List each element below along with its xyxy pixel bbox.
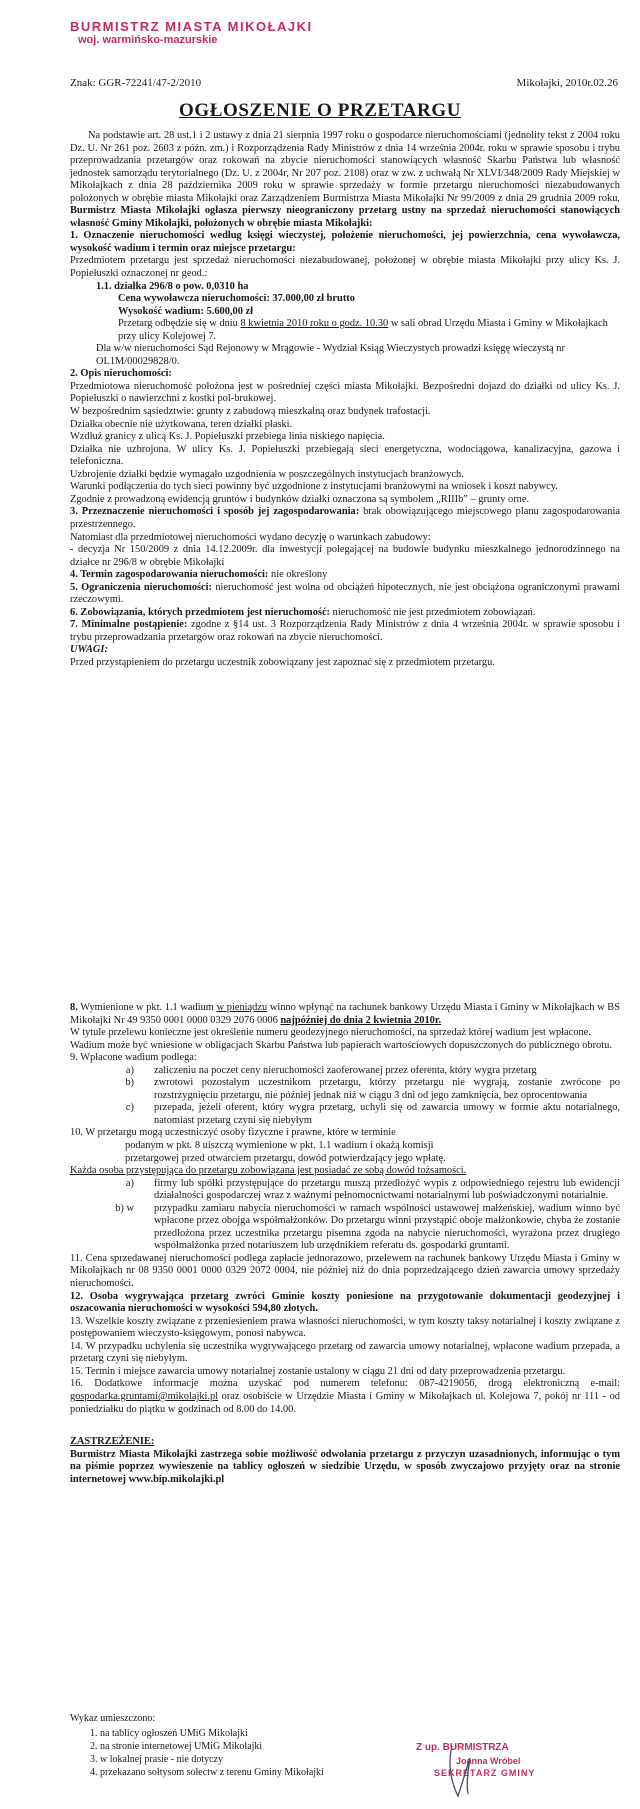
remarks-label (70, 644, 620, 657)
distribution-item: 3. w lokalnej prasie - nie dotyczy (100, 1753, 324, 1766)
page-1 (0, 0, 640, 900)
list-item-letter: c) (125, 1102, 134, 1114)
stamp-line-2: woj. warmińsko-mazurskie (78, 34, 218, 47)
section-10-line-3: przetargowej przed otwarciem przetargu, dowód potwierdzający jego wpłatę. (125, 1152, 446, 1164)
document-title: OGŁOSZENIE O PRZETARGU (178, 100, 462, 121)
section-3-decision: Natomiast dla przedmiotowej nieruchomości wydano decyzję o warunkach zabudowy: (70, 531, 431, 543)
auction-date-underlined: 8 kwietnia 2010 roku o godz. 10.30 (240, 318, 389, 330)
starting-price-text: Cena wywoławcza nieruchomości: 37.000,00 zł brutto (118, 293, 355, 305)
description-line: Zgodnie z prowadzoną ewidencją gruntów i budynków działki oznaczona są symbolem „RIIIb” – grunty orne. (70, 493, 530, 505)
section-8-title-note: W tytule przelewu konieczne jest określenie numeru geodezyjnego nieruchomości, na sprzedaż której wadium jest wpłacone. (70, 1027, 591, 1039)
deposit-amount (70, 306, 620, 319)
section-3-heading: 3. Przeznaczenie nieruchomości i sposób jej zagospodarowania: (70, 506, 360, 518)
list-item-letter: b) (125, 1077, 134, 1089)
section-12 (70, 1291, 620, 1316)
auction-date-pre: Przetarg odbędzie się w dniu (118, 318, 241, 330)
list-item (70, 1065, 620, 1078)
remarks-text: Przed przystąpieniem do przetargu uczestnik zobowiązany jest zapoznać się z przedmiotem przetargu. (70, 656, 495, 668)
description-line: W bezpośrednim sąsiedztwie: grunty z zabudową mieszkalną oraz budynek trafostacji. (70, 406, 431, 418)
section-8-underlined: w pieniądzu (216, 1002, 268, 1013)
intro-text: Na podstawie art. 28 ust.1 i 2 ustawy z dnia 21 sierpnia 1997 roku o gospodarce nieruchomościami (jednolity tekst z 2004 roku Dz. U. Nr 261 poz. 2603 z późn. zm.) i Rozporządzenia Rady Ministrów z dnia 14 września 2004r. roku w sprawie sposobu i trybu przeprowadzania przetargów oraz rokowań na zbycie nieruchomości stanowiących własność Skarbu Państwa lub własność jednostek samorządu terytorialnego (Dz. U. z 2004r, Nr 207 poz. 2108) oraz w zw. z uchwałą Nr XLVI/348/2009 Rady Miejskiej w Mikołajkach z dnia 28 października 2009 roku w sprawie sprzedaży w formie przetargu nieruchomości niezabudowanych położonych w obrębie miasta Mikołajki oraz Zarządzeniem Burmistrza Miasta Mikołajki Nr 99/2009 z dnia 29 grudnia 2009 roku, (70, 130, 620, 204)
page-gap (0, 900, 640, 953)
reservation-label (70, 1436, 620, 1449)
section-2-heading-text: 2. Opis nieruchomości: (70, 368, 172, 380)
section-11: 11. Cena sprzedawanej nieruchomości podlega zapłacie jednorazowo, przelewem na rachunek bankowy Urzędu Miasta i Gminy w Mikołajkach nr 08 9350 0001 0000 0329 2072 0004, nie później niż do dnia poprzedzającego dzień zawarcia umowy sprzedaży nieruchomości. (70, 1252, 620, 1290)
auction-date (70, 318, 620, 343)
section-10-line-2: podanym w pkt. 8 uiszczą wymienione w pkt. 1.1 wadium i okażą komisji (125, 1140, 434, 1152)
office-stamp (70, 20, 313, 46)
reservation-text (70, 1449, 620, 1487)
list-item-letter: a) (125, 1064, 134, 1076)
place-date: Mikołajki, 2010r.02.26 (516, 77, 618, 89)
list-item-text: przepada, jeżeli oferent, który wygra przetarg, uchyli się od zawarcia umowy w formie aktu notarialnego, natomiast przetarg czyni się niebyłym (154, 1102, 620, 1126)
distribution-list (70, 1712, 324, 1779)
intro-paragraph (70, 130, 620, 230)
section-16-text-1: 16. Dodatkowe informacje można uzyskać pod numerem telefonu: 087-4219056, drogą elektroniczną e-mail: (70, 1378, 620, 1390)
section-8-text-2: winno wpłynąć na rachunek bankowy Urzędu Miasta i Gminy w Mikołajkach w BS Mikołajki Nr 49 9350 0001 0000 0329 2076 0006 (70, 1002, 620, 1026)
deposit-amount-text: Wysokość wadium: 5.600,00 zł (118, 305, 253, 317)
section-3 (70, 506, 620, 531)
list-item-text: przypadku zamiaru nabycia nieruchomości w ramach wspólności ustawowej małżeńskiej, wadium winno być wpłacone przez obojga współmałżonków. Do przetargu winni przystąpić oboje małżonkowie, chyba że zostanie przedłożona przez uczestnika przetargu pisemna zgoda na nabycie nieruchomości, wyrażona przez drugiego współmałżonka przed notariuszem lub urzędnikiem referatu ds. gospodarki gruntami. (154, 1202, 620, 1252)
section-6 (70, 607, 620, 620)
section-3-decision-detail: - decyzja Nr 150/2009 z dnia 14.12.2009r. dla inwestycji polegającej na budowie budynku mieszkalnego jednorodzinnego na działce nr 296/8 w obrębie Mikołajki (70, 544, 620, 568)
description-line: Przedmiotowa nieruchomość położona jest w pośredniej części miasta Mikołajki. Bezpośredni dojazd do działki od ulicy Ks. J. Popiełuszki o nawierzchni z kostki pol-brukowej. (70, 380, 620, 405)
signature-line-3: SEKRETARZ GMINY (434, 1768, 536, 1778)
section-7-text: zgodne z §14 ust. 3 Rozporządzenia Rady Ministrów z dnia 4 września 2004r. w sprawie sposobu i trybu przeprowadzania przetargów oraz rokowań na zbycie nieruchomości. (70, 619, 621, 643)
section-8-deadline: najpóźniej do dnia 2 kwietnia 2010r. (280, 1014, 442, 1026)
section-9-heading: 9. Wpłacone wadium podlega: (70, 1052, 197, 1064)
land-register: Dla w/w nieruchomości Sąd Rejonowy w Mrągowie - Wydział Ksiąg Wieczystych prowadzi księgę wieczystą nr OL1M/00029828/0. (96, 343, 565, 367)
section-4-text: nie określony (268, 569, 328, 581)
section-2-heading (70, 368, 620, 381)
list-item (70, 1077, 620, 1102)
reference-number: Znak: GGR-72241/47-2/2010 (70, 77, 202, 89)
identity-requirement-text: Każda osoba przystępująca do przetargu zobowiązana jest posiadać ze sobą dowód tożsamości. (70, 1165, 467, 1177)
list-item-text: zwrotowi pozostałym uczestnikom przetargu, którzy przetargu nie wygrają, zostanie zwrócone po rozstrzygnięciu przetargu, nie później jednak niż w ciągu 3 dni od jego zamknięcia, bez oprocentowania (154, 1077, 620, 1101)
section-7-heading: 7. Minimalne postąpienie: (70, 619, 188, 631)
remarks-label-text: UWAGI: (70, 644, 108, 656)
list-item-text: zaliczeniu na poczet ceny nieruchomości zaoferowanej przez oferenta, który wygra przetarg (154, 1064, 537, 1076)
section-4-heading: 4. Termin zagospodarowania nieruchomości: (70, 569, 269, 581)
reservation-text-body: Burmistrz Miasta Mikołajki zastrzega sobie możliwość odwołania przetargu z przyczyn uzasadnionych, informując o tym na piśmie poprzez wywieszenie na tablicy ogłoszeń w siedzibie Urzędu, w sposób zwyczajowo przyjęty oraz na stronie internetowej www.bip.mikolajki.pl (70, 1448, 620, 1485)
section-13: 13. Wszelkie koszty związane z przeniesieniem prawa własności nieruchomości, w tym koszty taksy notarialnej i koszty związane z postępowaniem wieczysto-księgowym, ponosi nabywca. (70, 1315, 620, 1340)
intro-announcement: Burmistrz Miasta Mikołajki ogłasza pierwszy nieograniczony przetarg ustny na sprzedaż nieruchomości stanowiących własność Gminy Mikołajki, położonych w obrębie miasta Mikołajki: (70, 205, 620, 229)
signature-line-2: Joanna Wróbel (456, 1756, 521, 1766)
section-8-text-1: Wymienione w pkt. 1.1 wadium (77, 1002, 217, 1013)
section-16 (70, 1378, 620, 1416)
reservation-label-text: ZASTRZEŻENIE: (70, 1436, 155, 1448)
section-15: 15. Termin i miejsce zawarcia umowy notarialnej zostanie ustalony w ciągu 21 dni od daty przeprowadzenia przetargu. (70, 1365, 566, 1377)
description-line: Warunki podłączenia do tych sieci powinny być uzgodnione z instytucjami branżowymi na wniosek i koszt nabywcy. (70, 481, 558, 493)
section-8-bonds-note: Wadium może być wniesione w obligacjach Skarbu Państwa lub papierach wartościowych dopuszczonych do publicznego obrotu. (70, 1039, 612, 1051)
section-5-text: nieruchomość jest wolna od obciążeń hipotecznych, nie jest obciążona ograniczonymi prawami rzeczowymi. (70, 581, 620, 606)
list-item (70, 1203, 620, 1253)
plot-number-text: 1.1. działka 296/8 o pow. 0,0310 ha (96, 280, 249, 292)
description-line: Działka obecnie nie użytkowana, teren działki płaski. (70, 418, 293, 430)
signature-line-1: Z up. BURMISTRZA (416, 1742, 509, 1753)
list-item (70, 1178, 620, 1203)
distribution-item: 4. przekazano sołtysom sołectw z terenu Gminy Mikołajki (100, 1766, 324, 1779)
signature-stamp (408, 1740, 588, 1800)
list-item-text: firmy lub spółki przystępujące do przetargu muszą przedłożyć wypis z odpowiedniego rejestru lub ewidencji działalności gospodarczej wraz z ważnymi pełnomocnictwami notarialnymi lub poświadczonymi notarialnie. (154, 1177, 620, 1202)
description-line: Wzdłuż granicy z ulicą Ks. J. Popiełuszki przebiega linia niskiego napięcia. (70, 431, 385, 443)
section-1-heading (70, 230, 620, 255)
section-5-heading: 5. Ograniczenia nieruchomości: (70, 581, 213, 593)
section-1-text: Przedmiotem przetargu jest sprzedaż nieruchomości niezabudowanej, położonej w obrębie miasta Mikołajki przy ulicy Ks. J. Popiełuszki oznaczonej nr geod.: (70, 255, 620, 280)
section-14: 14. W przypadku uchylenia się uczestnika wygrywającego przetarg od zawarcia umowy notarialnej, wpłacone wadium przepada, a przetarg czyni się niebyłym. (70, 1340, 620, 1365)
section-6-text: nieruchomość nie jest przedmiotem zobowiązań. (330, 606, 536, 618)
list-item (70, 1102, 620, 1127)
section-8 (70, 1002, 620, 1027)
description-line: Działka nie uzbrojona. W ulicy Ks. J. Popiełuszki przebiegają sieci energetyczna, wodociągowa, kanalizacyjna, gazowa i telefoniczna. (70, 443, 620, 468)
section-12-text: 12. Osoba wygrywająca przetarg zwróci Gminie koszty poniesione na przygotowanie dokumentacji geodezyjnej i oszacowania nieruchomości w wysokości 594,80 złotych. (70, 1290, 620, 1315)
section-3-text: brak obowiązującego miejscowego planu zagospodarowania przestrzennego. (70, 506, 620, 530)
document-body-1 (70, 130, 620, 670)
distribution-item: 1. na tablicy ogłoszeń UMiG Mikołajki (100, 1727, 324, 1740)
plot-number (70, 281, 620, 294)
handwritten-signature-icon (408, 1740, 588, 1800)
section-6-heading: 6. Zobowiązania, których przedmiotem jest nieruchomość: (70, 606, 331, 618)
section-4 (70, 569, 620, 582)
identity-requirement (70, 1165, 620, 1178)
spacer (70, 1426, 620, 1436)
list-item-letter: a) (125, 1177, 134, 1189)
distribution-items (70, 1727, 324, 1779)
list-item-letter: b) w (115, 1202, 134, 1214)
section-7 (70, 619, 620, 644)
section-5 (70, 582, 620, 607)
starting-price (70, 293, 620, 306)
description-line: Uzbrojenie działki będzie wymagało uzgodnienia w poszczególnych instytucjach branżowych. (70, 468, 464, 480)
auction-date-post: w sali obrad Urzędu Miasta i Gminy w Mikołajkach przy ulicy Kolejowej 7. (118, 318, 608, 342)
stamp-line-1: BURMISTRZ MIASTA MIKOŁAJKI (70, 19, 313, 34)
distribution-item: 2. na stronie internetowej UMiG Mikołajki (100, 1740, 324, 1753)
section-1-heading-text: 1. Oznaczenie nieruchomości według księgi wieczystej, położenie nieruchomości, jej powierzchnia, cena wywoławcza, wysokość wadium i termin oraz miejsce przetargu: (70, 230, 620, 254)
distribution-label: Wykaz umieszczono: (70, 1713, 156, 1724)
spacer (70, 1416, 620, 1426)
section-8-number: 8. (70, 1002, 78, 1013)
contact-email-link[interactable]: gospodarka.gruntami@mikolajki.pl (70, 1390, 219, 1402)
section-16-text-2: oraz osobiście w Urzędzie Miasta i Gminy w Mikołajkach ul. Kolejowa 7, pokój nr 111 - od poniedziałku do piątku w godzinach od 8.00 do 14.00. (70, 1390, 620, 1415)
document-body-2 (70, 1002, 620, 1486)
section-10-line-1: 10. W przetargu mogą uczestniczyć osoby fizyczne i prawne, które w terminie (70, 1127, 396, 1139)
